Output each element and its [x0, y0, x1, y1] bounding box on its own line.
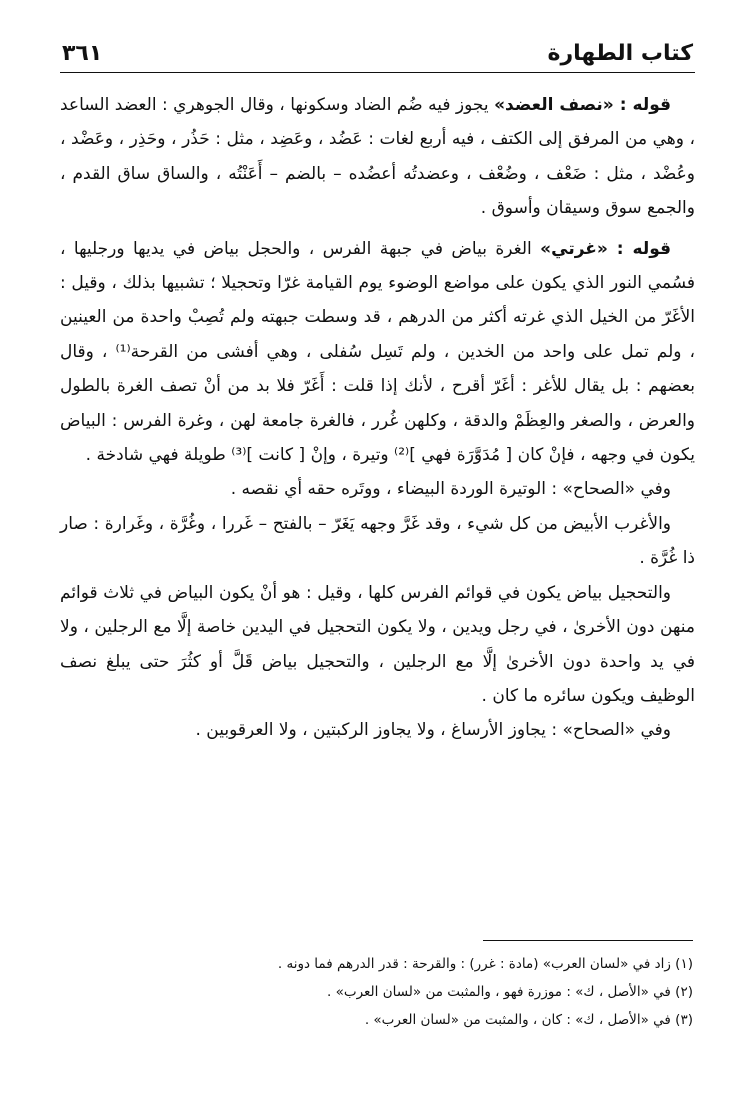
main-text — [60, 88, 695, 748]
footnote-1: (١) زاد في «لسان العرب» (مادة : غرر) : والقرحة : قدر الدرهم فما دونه . — [277, 956, 693, 972]
footnote-3: (٣) في «الأصل ، ك» : كان ، والمثبت من «لسان العرب» . — [364, 1012, 693, 1028]
footnote-divider — [483, 940, 693, 941]
paragraph-sihah-arsagh: وفي «الصحاح» : يجاوز الأرساغ ، ولا يجاوز الركبتين ، ولا العرقوبين . — [195, 720, 671, 741]
footnote-2: (٢) في «الأصل ، ك» : موزرة فهو ، والمثبت من «لسان العرب» . — [327, 984, 693, 1000]
paragraph-al-aghar: والأغرب الأبيض من كل شيء ، وقد غَرَّ وجهه يَغَرّ – بالفتح – غَررا ، وغُرَّة ، وغَرارة : صار ذا غُرَّة . — [60, 513, 695, 569]
lemma-ghurrati: قوله : «غرتي» — [540, 238, 671, 259]
paragraph-ghurrati — [60, 232, 695, 473]
paragraph-text: الغرة بياض في جبهة الفرس ، والحجل بياض في يديها ورجليها ، فسُمي النور الذي يكون على مواضع الوضوء يوم القيامة غرّا وتحجيلا ؛ تشبيها بذلك ، وقيل : الأغَرّ من الخيل الذي غرته أكثر من الدرهم ، قد وسطت جبهته ولم تُصِبْ واحدة من العينين ، ولم تمل على واحد من الخدين ، ولم تَسِل سُفلى ، وهي أفشى من القرحة⁽¹⁾ ، وقال بعضهم : بل يقال للأغر : أغَرّ أقرح ، لأنك إذا قلت : أَغَرّ فلا بد من أنْ تصف الغرة بالطول والعرض ، والصغر والعِظَمْ والدقة ، وكلهن غُرر ، فالغرة جامعة لهن ، وغرة الفرس : البياض يكون في وجهه ، فإنْ كان [ مُدَوَّرَة فهي ]⁽²⁾ وتيرة ، وإنْ [ كانت ]⁽³⁾ طويلة فهي شادخة . — [60, 238, 695, 466]
paragraph-nisf-al-adud — [60, 88, 695, 226]
lemma-nisf-al-adud: قوله : «نصف العضد» — [494, 95, 671, 115]
paragraph-tahjil: والتحجيل بياض يكون في قوائم الفرس كلها ، وقيل : هو أنْ يكون البياض في ثلاث قوائم منهن دون الأخرىٰ ، في رجل ويدين ، ولا يكون التحجيل في اليدين خاصة إلَّا مع الرجلين ، ولا في يد واحدة دون الأخرىٰ إلَّا مع الرجلين ، والتحجيل بياض قَلَّ أو كثُرَ حتى يبلغ نصف الوظيف ويكون سائره ما كان . — [60, 582, 695, 706]
paragraph-sihah-watira: وفي «الصحاح» : الوتيرة الوردة البيضاء ، ووتَره حقه أي نقصه . — [230, 479, 671, 500]
page-number: ٣٦١ — [62, 41, 103, 66]
book-title: كتاب الطهارة — [547, 41, 693, 66]
header-divider — [60, 72, 695, 73]
footnotes — [70, 950, 693, 1034]
page-header — [62, 30, 693, 66]
paragraph-text: يجوز فيه ضُم الضاد وسكونها ، وقال الجوهري : العضد الساعد ، وهي من المرفق إلى الكتف ، فيه أربع لغات : عَضُد ، وعَضِد ، مثل : حَذُر ، وحَذِر ، وعَضْد ، وعُضْد ، مثل : ضَعْف ، وضُعْف ، وعضدتُه أعضُده – بالضم – أَعَنْتُه ، والساق ساق القدم ، والجمع سوق وسيقان وأسوق . — [60, 95, 695, 219]
